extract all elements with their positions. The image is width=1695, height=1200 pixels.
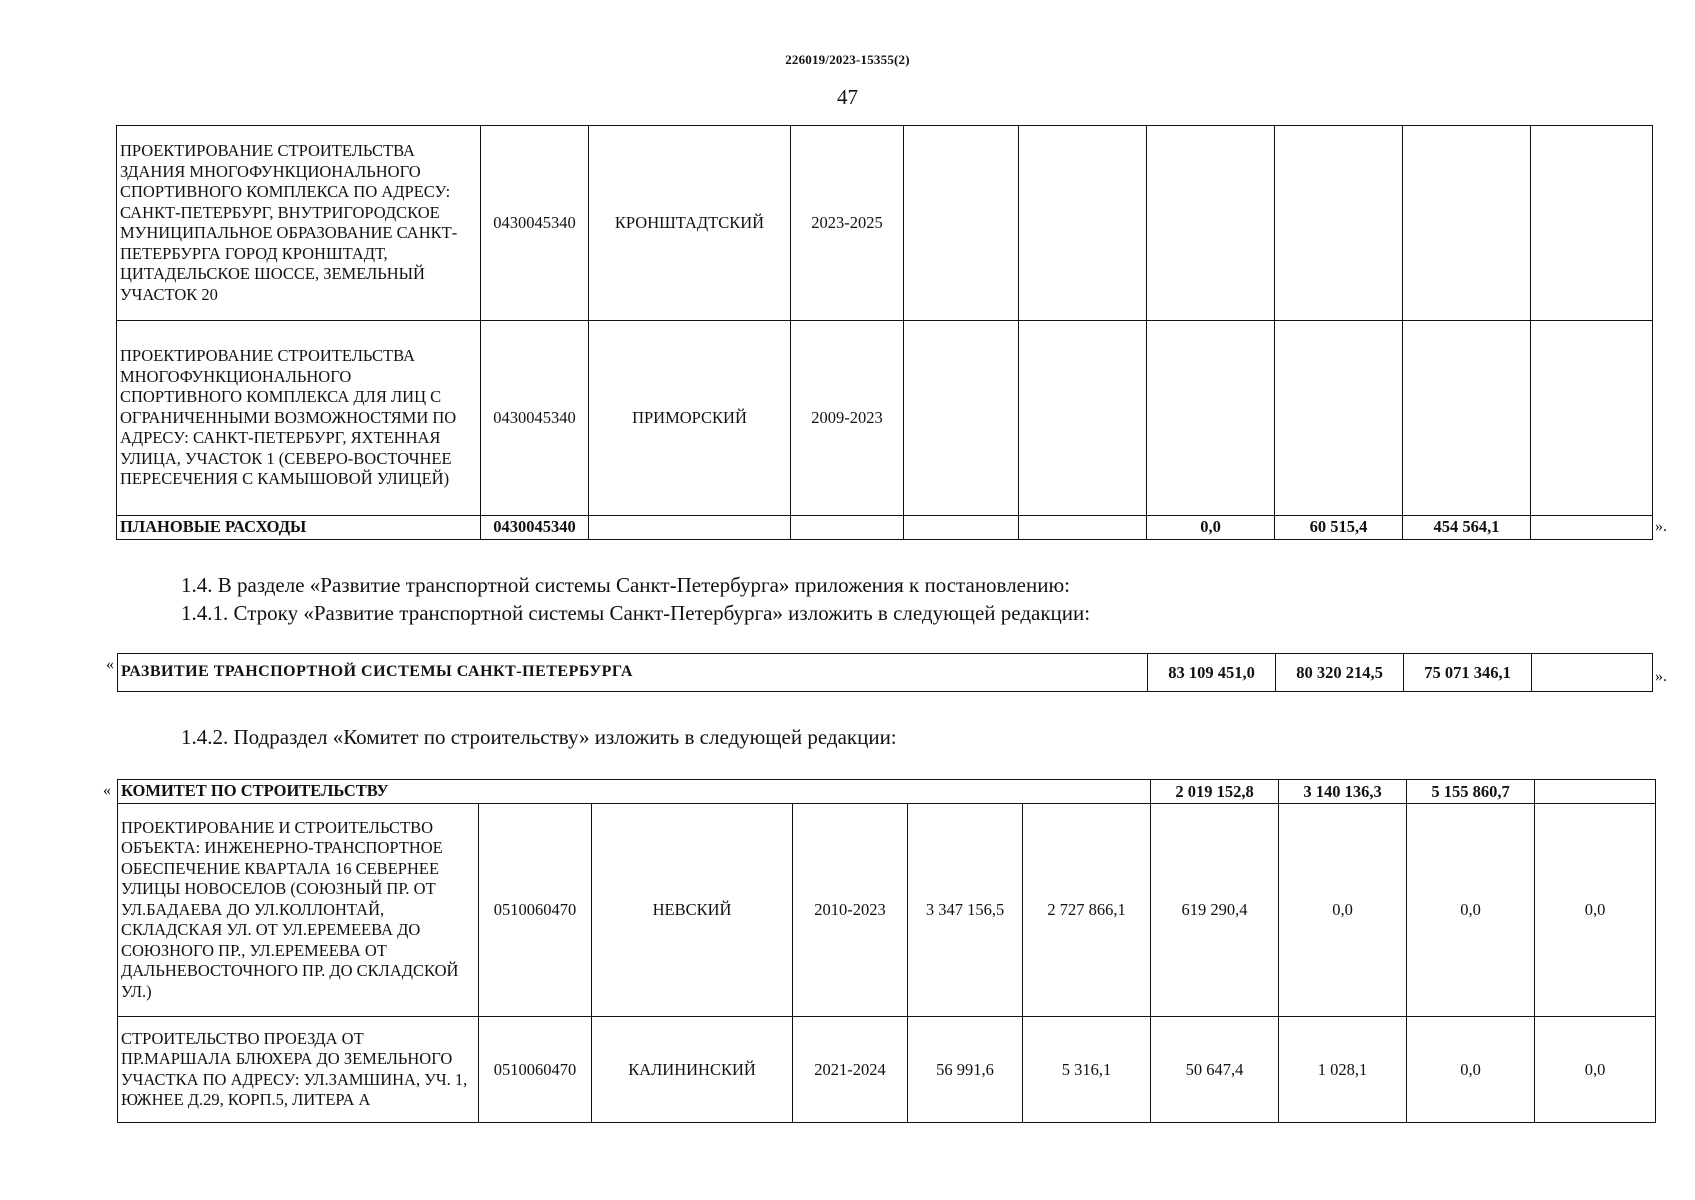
code-cell: 0510060470 [479,804,592,1017]
table-row [118,654,1653,692]
empty-cell [1403,126,1531,321]
value-cell: 0,0 [1535,804,1656,1017]
spent-cell: 5 316,1 [1023,1017,1151,1123]
district-cell: ПРИМОРСКИЙ [589,321,791,516]
value-cell: 50 647,4 [1151,1017,1279,1123]
district-cell: КРОНШТАДТСКИЙ [589,126,791,321]
empty-cell [904,126,1019,321]
years-cell: 2010-2023 [793,804,908,1017]
value-cell: 0,0 [1279,804,1407,1017]
total-cost-cell: 56 991,6 [908,1017,1023,1123]
years-cell: 2021-2024 [793,1017,908,1123]
value-cell: 83 109 451,0 [1148,654,1276,692]
sports-objects-table [116,125,1653,540]
district-cell: КАЛИНИНСКИЙ [592,1017,793,1123]
empty-cell [1531,516,1653,540]
code-cell: 0430045340 [481,126,589,321]
opening-quote: « [106,656,114,673]
value-cell: 80 320 214,5 [1276,654,1404,692]
code-cell: 0430045340 [481,321,589,516]
transport-system-row-table [117,653,1653,692]
value-cell: 75 071 346,1 [1404,654,1532,692]
object-name-cell: СТРОИТЕЛЬСТВО ПРОЕЗДА ОТ ПР.МАРШАЛА БЛЮХЕРА ДО ЗЕМЕЛЬНОГО УЧАСТКА ПО АДРЕСУ: УЛ.ЗАМШИНА, УЧ. 1, ЮЖНЕЕ Д.29, КОРП.5, ЛИТЕРА А [118,1017,479,1123]
empty-cell [1147,321,1275,516]
object-name-cell: ПРОЕКТИРОВАНИЕ СТРОИТЕЛЬСТВА МНОГОФУНКЦИОНАЛЬНОГО СПОРТИВНОГО КОМПЛЕКСА ДЛЯ ЛИЦ С ОГРАНИЧЕННЫМИ ВОЗМОЖНОСТЯМИ ПО АДРЕСУ: САНКТ-ПЕТЕРБУРГ, ЯХТЕННАЯ УЛИЦА, УЧАСТОК 1 (СЕВЕРО-ВОСТОЧНЕЕ ПЕРЕСЕЧЕНИЯ С КАМЫШОВОЙ УЛИЦЕЙ) [117,321,481,516]
value-cell: 2 019 152,8 [1151,780,1279,804]
value-cell: 0,0 [1147,516,1275,540]
empty-cell [1403,321,1531,516]
object-name-cell: ПРОЕКТИРОВАНИЕ СТРОИТЕЛЬСТВА ЗДАНИЯ МНОГОФУНКЦИОНАЛЬНОГО СПОРТИВНОГО КОМПЛЕКСА ПО АДРЕСУ: САНКТ-ПЕТЕРБУРГ, ВНУТРИГОРОДСКОЕ МУНИЦИПАЛЬНОЕ ОБРАЗОВАНИЕ САНКТ-ПЕТЕРБУРГА ГОРОД КРОНШТАДТ, ЦИТАДЕЛЬСКОЕ ШОССЕ, ЗЕМЕЛЬНЫЙ УЧАСТОК 20 [117,126,481,321]
table-row [117,321,1653,516]
total-cost-cell: 3 347 156,5 [908,804,1023,1017]
empty-cell [1531,126,1653,321]
value-cell: 454 564,1 [1403,516,1531,540]
spent-cell: 2 727 866,1 [1023,804,1151,1017]
value-cell: 60 515,4 [1275,516,1403,540]
empty-cell [1019,516,1147,540]
paragraph-1-4-1: 1.4.1. Строку «Развитие транспортной системы Санкт-Петербурга» изложить в следующей редакции: [181,601,1091,625]
total-row [117,516,1653,540]
closing-quote: ». [1655,518,1667,535]
empty-cell [1275,321,1403,516]
value-cell: 0,0 [1407,1017,1535,1123]
empty-cell [1535,780,1656,804]
value-cell: 5 155 860,7 [1407,780,1535,804]
section-name-cell: РАЗВИТИЕ ТРАНСПОРТНОЙ СИСТЕМЫ САНКТ-ПЕТЕРБУРГА [118,654,1148,692]
empty-cell [1147,126,1275,321]
table-row [118,1017,1656,1123]
document-id: 226019/2023-15355(2) [785,52,910,67]
object-name-cell: ПРОЕКТИРОВАНИЕ И СТРОИТЕЛЬСТВО ОБЪЕКТА: ИНЖЕНЕРНО-ТРАНСПОРТНОЕ ОБЕСПЕЧЕНИЕ КВАРТАЛА 16 СЕВЕРНЕЕ УЛИЦЫ НОВОСЕЛОВ (СОЮЗНЫЙ ПР. ОТ УЛ.БАДАЕВА ДО УЛ.КОЛЛОНТАЙ, СКЛАДСКАЯ УЛ. ОТ УЛ.ЕРЕМЕЕВА ДО СОЮЗНОГО ПР., УЛ.ЕРЕМЕЕВА ОТ ДАЛЬНЕВОСТОЧНОГО ПР. ДО СКЛАДСКОЙ УЛ.) [118,804,479,1017]
value-cell: 0,0 [1535,1017,1656,1123]
code-cell: 0510060470 [479,1017,592,1123]
empty-cell [1531,321,1653,516]
years-cell: 2023-2025 [791,126,904,321]
committee-name-cell: КОМИТЕТ ПО СТРОИТЕЛЬСТВУ [118,780,1151,804]
empty-cell [589,516,791,540]
paragraph-1-4-2: 1.4.2. Подраздел «Комитет по строительству» изложить в следующей редакции: [181,725,897,749]
table-row [117,126,1653,321]
empty-cell [904,516,1019,540]
committee-header-row [118,780,1656,804]
construction-committee-table [117,779,1656,1123]
empty-cell [1275,126,1403,321]
page-number: 47 [837,85,858,109]
closing-quote: ». [1655,668,1667,685]
table-row [118,804,1656,1017]
value-cell: 3 140 136,3 [1279,780,1407,804]
empty-cell [1019,126,1147,321]
district-cell: НЕВСКИЙ [592,804,793,1017]
empty-cell [791,516,904,540]
value-cell: 0,0 [1407,804,1535,1017]
value-cell: 1 028,1 [1279,1017,1407,1123]
code-cell: 0430045340 [481,516,589,540]
empty-cell [904,321,1019,516]
empty-cell [1532,654,1653,692]
opening-quote: « [103,782,111,799]
paragraph-1-4: 1.4. В разделе «Развитие транспортной системы Санкт-Петербурга» приложения к постановлению: [181,573,1070,597]
years-cell: 2009-2023 [791,321,904,516]
value-cell: 619 290,4 [1151,804,1279,1017]
empty-cell [1019,321,1147,516]
total-label-cell: ПЛАНОВЫЕ РАСХОДЫ [117,516,481,540]
